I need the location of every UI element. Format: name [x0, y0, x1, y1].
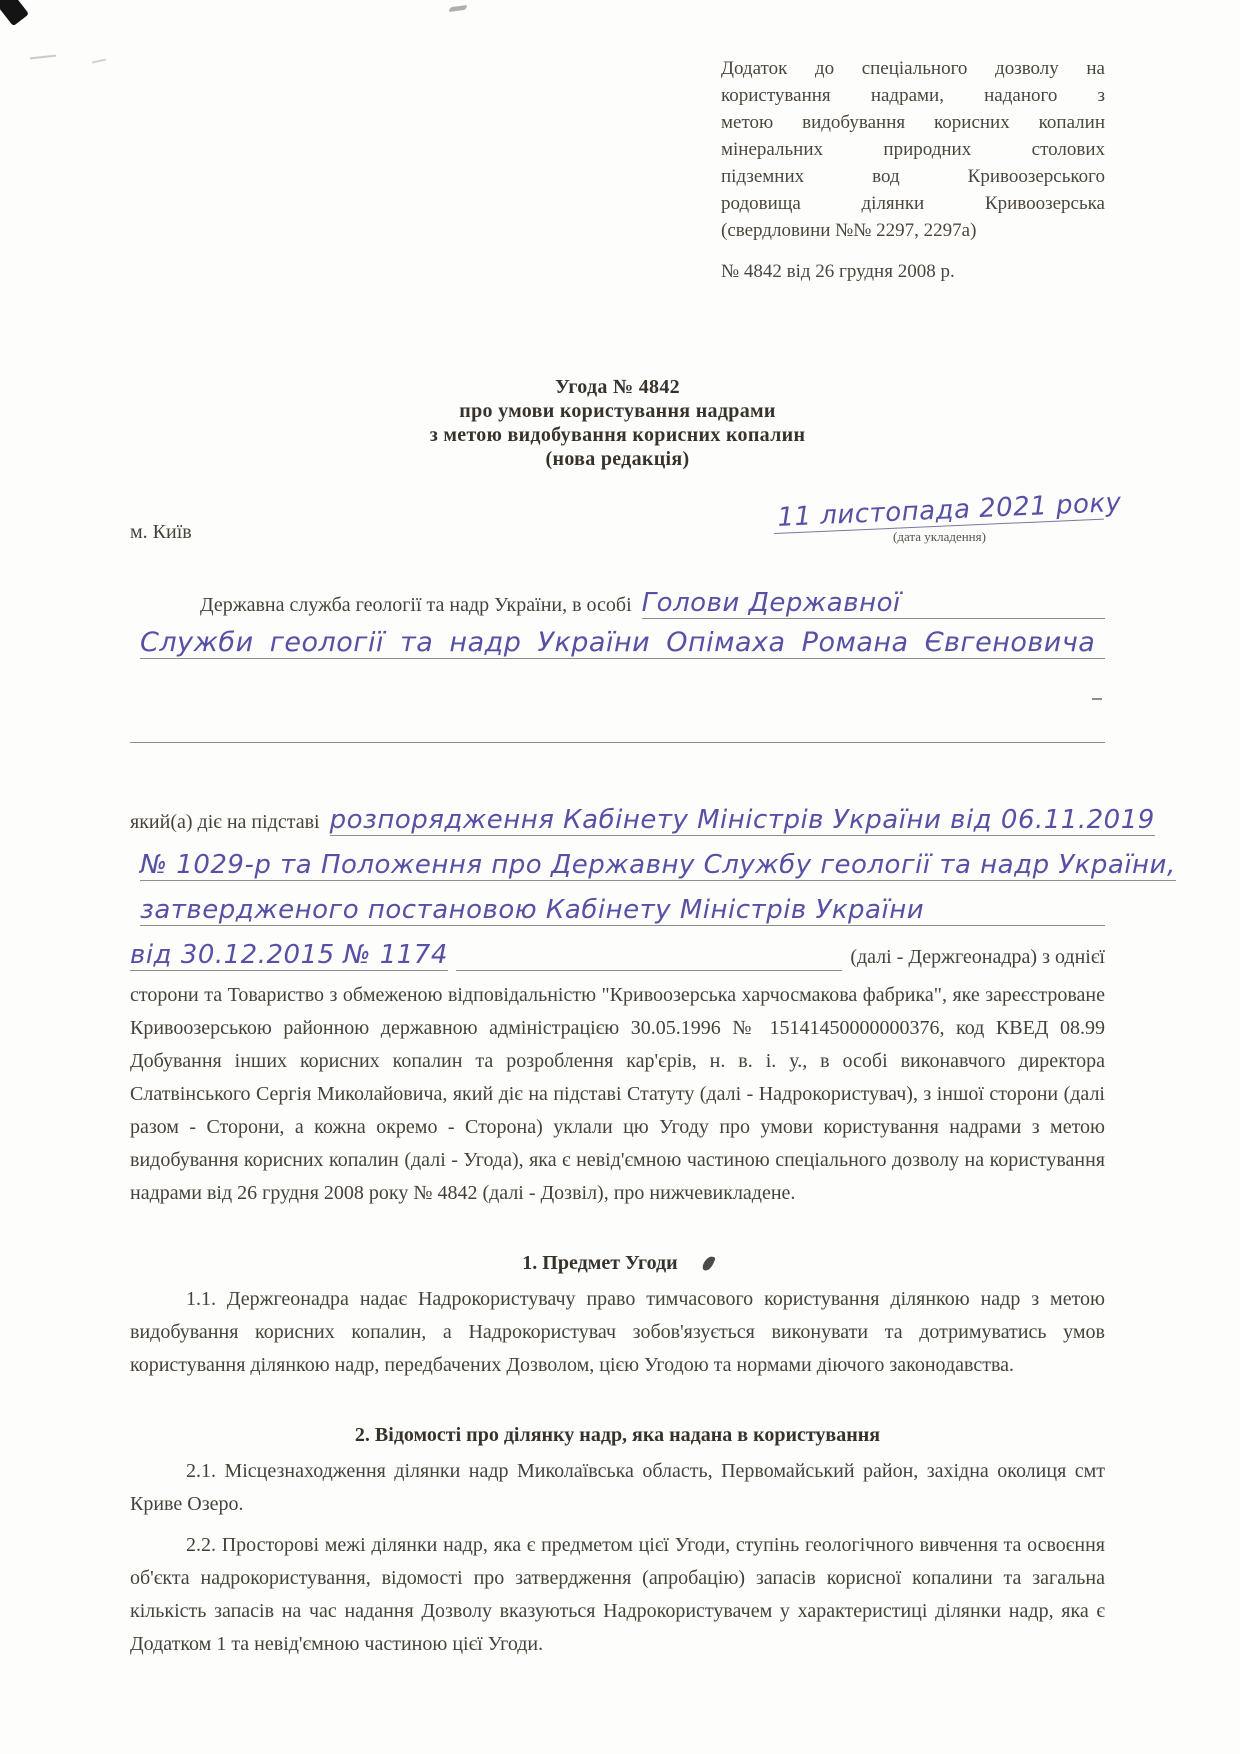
handwritten-date: 11 листопада 2021 року [776, 487, 1123, 533]
handwritten-basis-line3: затвердженого постановою Кабінету Міністрів України [140, 895, 1105, 926]
permit-number-line: № 4842 від 26 грудня 2008 р. [721, 261, 955, 282]
city-label: м. Київ [130, 521, 192, 543]
blank-underline [456, 940, 842, 971]
handwritten-official-name: Служби геології та надр України Опімаха Романа Євгеновича [140, 627, 1105, 659]
agreement-title [130, 375, 1105, 471]
conclusion-date-area [773, 487, 1123, 552]
scan-edge-tick [1092, 698, 1102, 700]
date-caption: (дата укладення) [893, 528, 986, 544]
clause-2-1: 2.1. Місцезнаходження ділянки надр Миколаївська область, Первомайський район, західна околиця смт Криве Озеро. [130, 1460, 1105, 1515]
ink-blot-mark [701, 1255, 716, 1271]
agreement-title-line2: про умови користування надрами [459, 400, 776, 422]
handwritten-basis-line4: від 30.12.2015 № 1174 [130, 940, 448, 970]
agreement-title-line1: Угода № 4842 [555, 376, 680, 398]
scan-fleck-mark [448, 5, 467, 12]
scan-corner-mark [0, 0, 29, 26]
legal-basis-row [130, 940, 1105, 971]
place-date-row [130, 487, 1123, 552]
pencil-smudge [30, 55, 56, 60]
clause-1-1: 1.1. Держгеонадра надає Надрокористувачу право тимчасового користування ділянкою надр з метою видобування корисних копалин, а Надрокористувач зобов'язується виконувати та дотримуватись умов користування ділянкою надр, передбачених Дозволом, цією Угодою та нормами діючого законодавства. [130, 1288, 1105, 1376]
derzhgeonadra-suffix: (далі - Держгеонадра) з однієї [850, 946, 1105, 968]
parties-paragraph: сторони та Товариство з обмеженою відповідальністю "Кривоозерська харчосмакова фабрика", яке зареєстроване Кривоозерською районною державною адміністрацією 30.05.1996 № 15141450000000376, код КВЕД 08.99 Добування інших корисних копалин та розроблення кар'єрів, н. в. і. у., в особі виконавчого директора Слатвінського Сергія Миколайовича, який діє на підставі Статуту (далі - Надрокористувач), з іншої сторони (далі разом - Сторони, а кожна окремо - Сторона) уклали цю Угоду про умови користування надрами з метою видобування корисних копалин (далі - Угода), яка є невід'ємною частиною спеціального дозволу на користування надрами від 26 грудня 2008 року № 4842 (далі - Дозвіл), про нижчевикладене. [130, 984, 1105, 1204]
agreement-title-line4: (нова редакція) [545, 448, 690, 470]
pencil-smudge [92, 59, 106, 64]
handwritten-basis-line2: № 1029-р та Положення про Державну Службу геології та надр України, [140, 850, 1176, 880]
section-2-heading: 2. Відомості про ділянку надр, яка надана в користування [354, 1424, 881, 1446]
official-name-row [130, 627, 1105, 659]
blank-underline [130, 741, 1105, 743]
handwritten-official-title: Голови Державної [642, 588, 1105, 619]
legal-basis-row [130, 895, 1105, 926]
annex-reference-text: Додаток до спеціального дозволу на користування надрами, наданого з метою видобування корисних копалин мінеральних природних столових підземних вод Кривоозерського родовища ділянки Кривоозерська (свердловини №№ 2297, 2297а) [721, 58, 1105, 241]
section-1-heading: 1. Предмет Угоди [130, 1252, 1105, 1275]
legal-basis-row [130, 850, 1176, 881]
parties-intro-row [130, 588, 1105, 619]
handwritten-basis-line1: розпорядження Кабінету Міністрів України від 06.11.2019 [329, 805, 1155, 835]
agreement-title-line3: з метою видобування корисних копалин [429, 424, 806, 446]
legal-basis-row [130, 805, 1155, 836]
clause-2-2: 2.2. Просторові межі ділянки надр, яка є предметом цієї Угоди, ступінь геологічного вивчення та освоєння об'єкта надрокористування, відомості про затвердження (апробацію) запасів корисної копалини та загальна кількість запасів на час надання Дозволу вказуються Надрокористувачем у характеристиці ділянки надр, яка є Додатком 1 та невід'ємною частиною цієї Угоди. [130, 1534, 1105, 1655]
annex-reference-block [721, 55, 1105, 285]
basis-intro-text: який(а) діє на підставі [130, 811, 320, 833]
service-intro-text: Державна служба геології та надр України, в особі [200, 594, 632, 616]
